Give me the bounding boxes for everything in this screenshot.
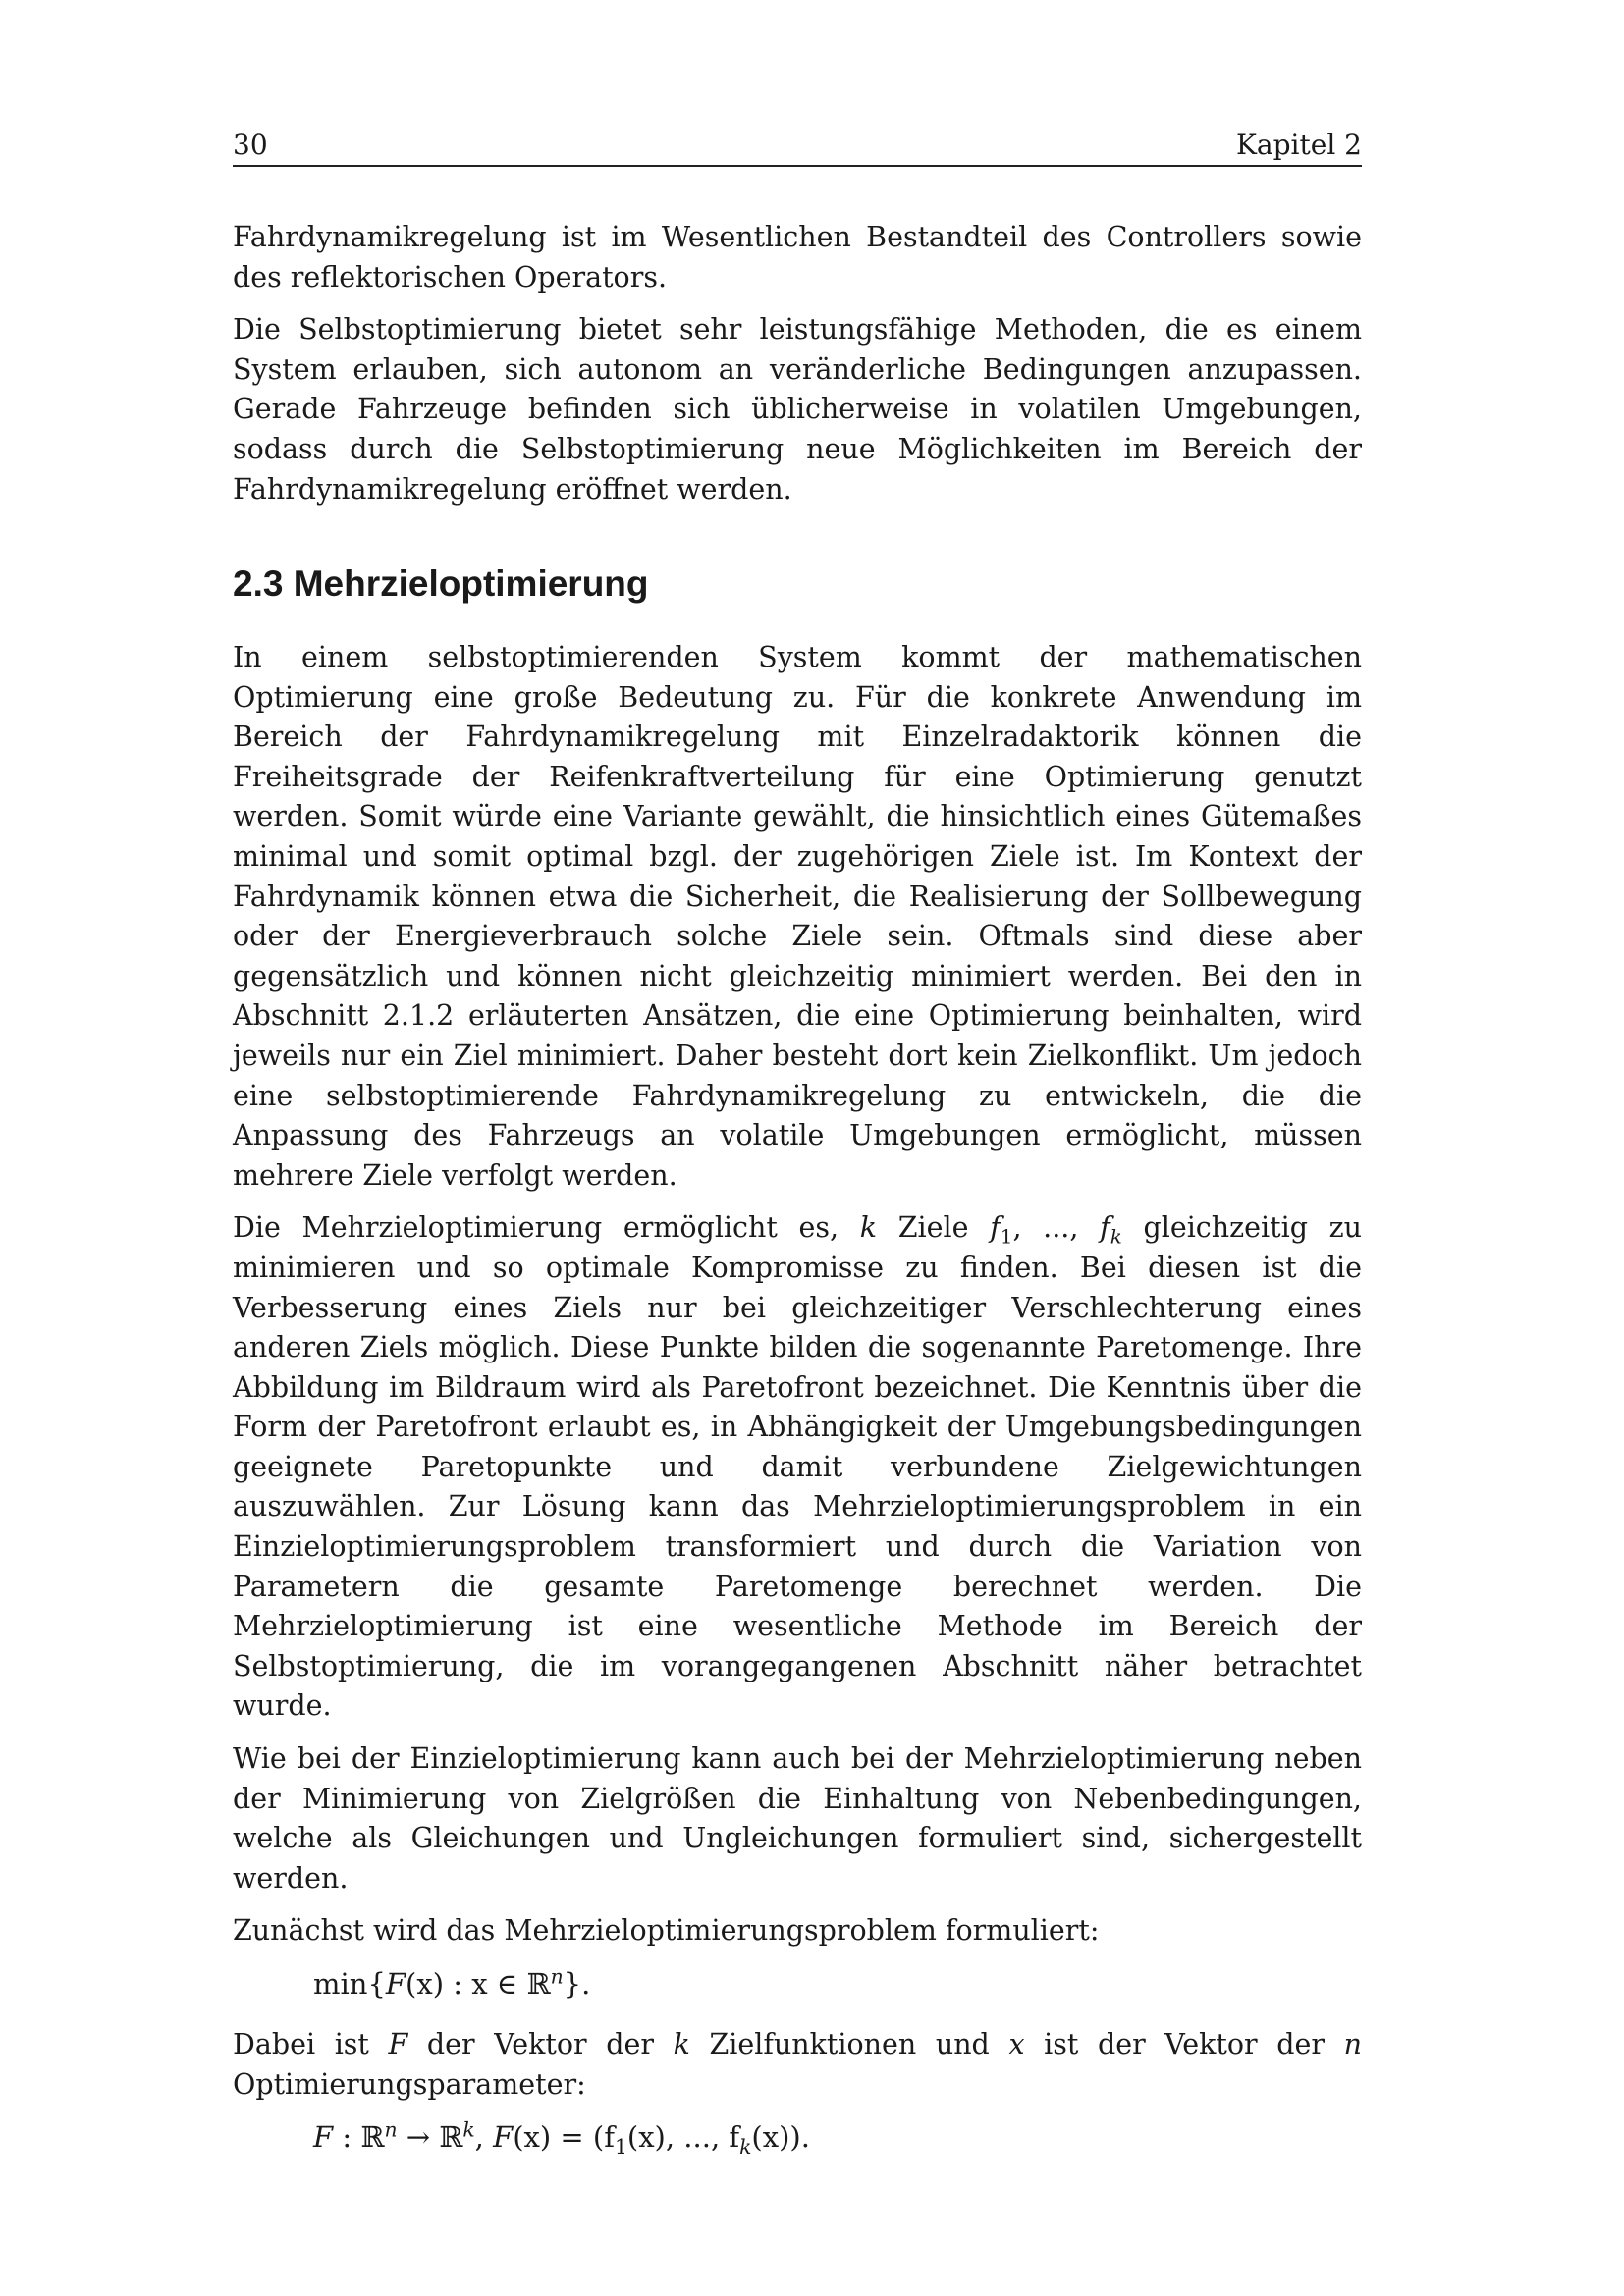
intro-paragraph-2: Die Selbstoptimierung bietet sehr leistungsfähige Methoden, die es einem System erlauben, sich autonom an veränderliche Bedingungen anzupassen. Gerade Fahrzeuge befinden sich üblicherweise in volatilen Umgebungen, sodass durch die Selbstoptimierung neue Möglichkeiten im Bereich der Fahrdynamikregelung eröffnet werden. — [233, 313, 1362, 506]
page-number: 30 — [233, 129, 268, 161]
paragraph-2: Die Mehrzieloptimierung ermöglicht es, k Ziele $f_1$, ..., $f_k$ gleichzeitig zu minimieren und so optimale Kompromisse zu finden. Bei diesen ist die Verbesserung eines Ziels nur bei gleichzeitiger Verschlechterung eines anderen Ziels möglich. Diese Punkte bilden die sogenannte Paretomenge. Ihre Abbildung im Bildraum wird als Paretofront bezeichnet. Die Kenntnis über die Form der Paretofront erlaubt es, in Abhängigkeit der Umgebungsbedingungen geeignete Paretopunkte und damit verbundene Zielgewichtungen auszuwählen. Zur Lösung kann das Mehrzieloptimierungsproblem in ein Einzieloptimierungsproblem transformiert und durch die Variation von Parametern die gesamte Paretomenge berechnet werden. Die Mehrzieloptimierung ist eine wesentliche Methode im Bereich der Selbstoptimierung, die im vorangegangenen Abschnitt näher betrachtet wurde. — [233, 1211, 1362, 1723]
section-heading: 2.3 Mehrzieloptimierung — [233, 563, 649, 604]
running-header — [233, 126, 1362, 167]
section-body — [233, 638, 1362, 2178]
paragraph-1: In einem selbstoptimierenden System kommt der mathematischen Optimierung eine große Bedeutung zu. Für die konkrete Anwendung im Bereich der Fahrdynamikregelung mit Einzelradaktorik können die Freiheitsgrade der Reifenkraftverteilung für eine Optimierung genutzt werden. Somit würde eine Variante gewählt, die hinsichtlich eines Gütemaßes minimal und somit optimal bzgl. der zugehörigen Ziele ist. Im Kontext der Fahrdynamik können etwa die Sicherheit, die Realisierung der Sollbewegung oder der Energieverbrauch solche Ziele sein. Oftmals sind diese aber gegensätzlich und können nicht gleichzeitig minimiert werden. Bei den in Abschnitt 2.1.2 erläuterten Ansätzen, die eine Optimierung beinhalten, wird jeweils nur ein Ziel minimiert. Daher besteht dort kein Zielkonflikt. Um jedoch eine selbstoptimierende Fahrdynamikregelung zu entwickeln, die die Anpassung des Fahrzeugs an volatile Umgebungen ermöglicht, müssen mehrere Ziele verfolgt werden. — [233, 641, 1362, 1192]
equation-1: min{F(x) : x ∈ ℝ$^n$}. — [313, 1964, 591, 2001]
intro-text — [233, 218, 1362, 522]
chapter-title: Kapitel 2 — [1236, 129, 1362, 161]
paragraph-5: Dabei ist F der Vektor der k Zielfunktionen und x ist der Vektor der n Optimierungsparameter: — [233, 2028, 1362, 2101]
paragraph-4: Zunächst wird das Mehrzieloptimierungsproblem formuliert: — [233, 1914, 1100, 1948]
section-2-3 — [233, 561, 1362, 607]
equation-2: F : ℝ$^n$ → ℝ$^k$, $F(x) = (f_1(x)$, ..., $f_k(x)$). — [313, 2117, 810, 2159]
intro-paragraph-1: Fahrdynamikregelung ist im Wesentlichen Bestandteil des Controllers sowie des reflektorischen Operators. — [233, 221, 1362, 294]
paragraph-3: Wie bei der Einzieloptimierung kann auch bei der Mehrzieloptimierung neben der Minimierung von Zielgrößen die Einhaltung von Nebenbedingungen, welche als Gleichungen und Ungleichungen formuliert sind, sichergestellt werden. — [233, 1742, 1362, 1895]
